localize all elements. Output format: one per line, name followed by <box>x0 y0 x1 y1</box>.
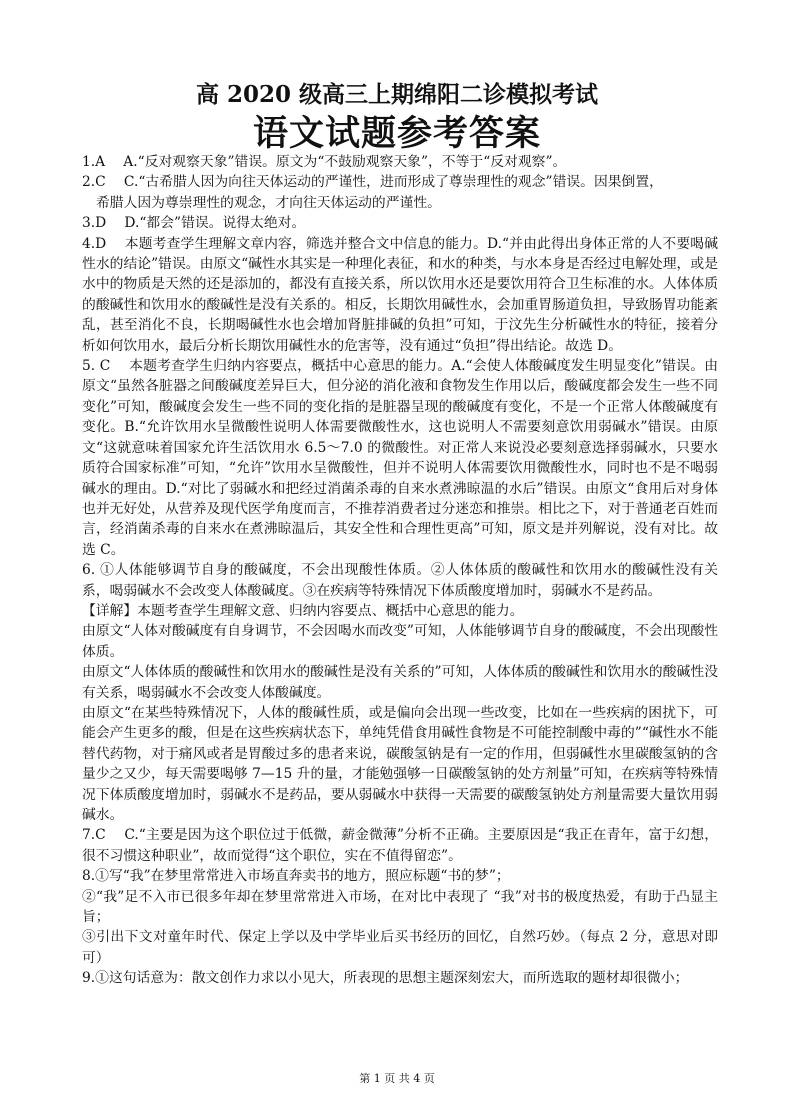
paragraph: 6. ①人体能够调节自身的酸碱度，不会出现酸性体质。②人体体质的酸碱性和饮用水的酸碱性没有关系，喝弱碱水不会改变人体酸碱度。③在疾病等特殊情况下体质酸度增加时，弱碱水不是药品。 <box>82 562 718 599</box>
paragraph: 希腊人因为尊崇理性的观念，才向往天体运动的严谨性。 <box>96 194 441 211</box>
paragraph: 2.C C.“古希腊人因为向往天体运动的严谨性，进而形成了尊崇理性的观念”错误。因果倒置， <box>82 174 663 191</box>
page-subtitle: 语文试题参考答案 <box>252 113 541 154</box>
paragraph: 9.①这句话意为：散文创作力求以小见大，所表现的思想主题深刻宏大，而所选取的题材却很微小； <box>82 970 689 987</box>
page-number: 第 1 页 共 4 页 <box>359 1072 435 1085</box>
paragraph: 由原文“人体对酸碱度有自身调节，不会因喝水而改变”可知，人体能够调节自身的酸碱度，不会出现酸性体质。 <box>82 623 718 660</box>
paragraph: 【详解】本题考查学生理解文意、归纳内容要点、概括中心意思的能力。 <box>82 602 524 619</box>
paragraph: ②“我”足不入市已很多年却在梦里常常进入市场，在对比中表现了 “我”对书的极度热爱，有助于凸显主旨； <box>82 888 718 926</box>
paragraph: 由原文“在某些特殊情况下，人体的酸碱性质，或是偏向会出现一些改变，比如在一些疾病的困扰下，可能会产生更多的酸，但是在这些疾病状态下，单纯凭借食用碱性食物是不可能控制酸中毒的”“碱性水不能替代药物，对于痛风或者是胃酸过多的患者来说，碳酸氢钠是有一定的作用，但弱碱性水里碳酸氢钠的含量少之又少，每天需要喝够 7—15 升的量，才能勉强够一日碳酸氢钠的处方剂量”可知，在疾病等特殊情况下体质酸度增加时，弱碱水不是药品，要从弱碱水中获得一天需要的碳酸氢钠处方剂量需要大量饮用弱碱水。 <box>82 704 718 823</box>
paragraph: 8.①写“我”在梦里常常进入市场直奔卖书的地方，照应标题“书的梦”； <box>82 868 510 885</box>
paragraph: 3.D D.“都会”错误。说得太绝对。 <box>82 215 306 232</box>
paragraph: 由原文“人体体质的酸碱性和饮用水的酸碱性是没有关系的”可知，人体体质的酸碱性和饮用水的酸碱性没有关系，喝弱碱水不会改变人体酸碱度。 <box>82 664 718 701</box>
paragraph: 1.A A.“反对观察天象”错误。原文为“不鼓励观察天象”，不等于“反对观察”。 <box>82 154 567 170</box>
answer-content <box>82 152 718 989</box>
paragraph: ③引出下文对童年时代、保定上学以及中学毕业后买书经历的回忆，自然巧妙。（每点 2 分，意思对即可） <box>82 929 718 966</box>
paragraph: 4.D 本题考查学生理解文章内容，筛选并整合文中信息的能力。D.“并由此得出身体正常的人不要喝碱性水的结论”错误。由原文“碱性水其实是一种理化表征，和水的种类，与水本身是否经过电解处理，或是水中的物质是天然的还是添加的，都没有直接关系，所以饮用水还是要饮用符合卫生标准的水。人体体质的酸碱性和饮用水的酸碱性是没有关系的。相反，长期饮用碱性水，会加重胃肠道负担，导致肠胃功能紊乱，甚至消化不良，长期喝碱性水也会增加肾脏排碱的负担”可知，于汶先生分析碱性水的特征，接着分析如何饮用水，最后分析长期饮用碱性水的危害等，没有通过“负担”得出结论。故选 D。 <box>82 235 718 354</box>
page-title: 高 2020 级高三上期绵阳二诊模拟考试 <box>195 81 599 108</box>
paragraph: 5. C 本题考查学生归纳内容要点，概括中心意思的能力。A.“会使人体酸碱度发生明显变化”错误。由原文“虽然各脏器之间酸碱度差异巨大，但分泌的消化液和食物发生作用以后，酸碱度都会发生一些不同变化”可知，酸碱度会发生一些不同的变化指的是脏器呈现的酸碱度有变化，不是一个正常人体酸碱度有变化。B.“允许饮用水呈微酸性说明人体需要微酸性水，这也说明人不需要刻意饮用弱碱水”错误。由原文“这就意味着国家允许生活饮用水 6.5～7.0 的微酸性。对正常人来说没必要刻意选择弱碱水，只要水质符合国家标准”可知，“允许”饮用水呈微酸性，但并不说明人体需要饮用微酸性水，同时也不是不喝弱碱水的理由。D.“对比了弱碱水和把经过消菌杀毒的自来水煮沸晾温的水后”错误。由原文“食用后对身体也并无好处，从营养及现代医学角度而言，不推荐消费者过分迷恋和推崇。相比之下，对于普通老百姓而言，经消菌杀毒的自来水在煮沸晾温后，其安全性和合理性更高”可知，原文是并列解说，没有对比。故选 C。 <box>82 358 718 558</box>
paragraph: 7.C C.“主要是因为这个职位过于低微，薪金微薄”分析不正确。主要原因是“我正在青年，富于幻想，很不习惯这种职业”，故而觉得“这个职位，实在不值得留恋”。 <box>82 827 718 864</box>
